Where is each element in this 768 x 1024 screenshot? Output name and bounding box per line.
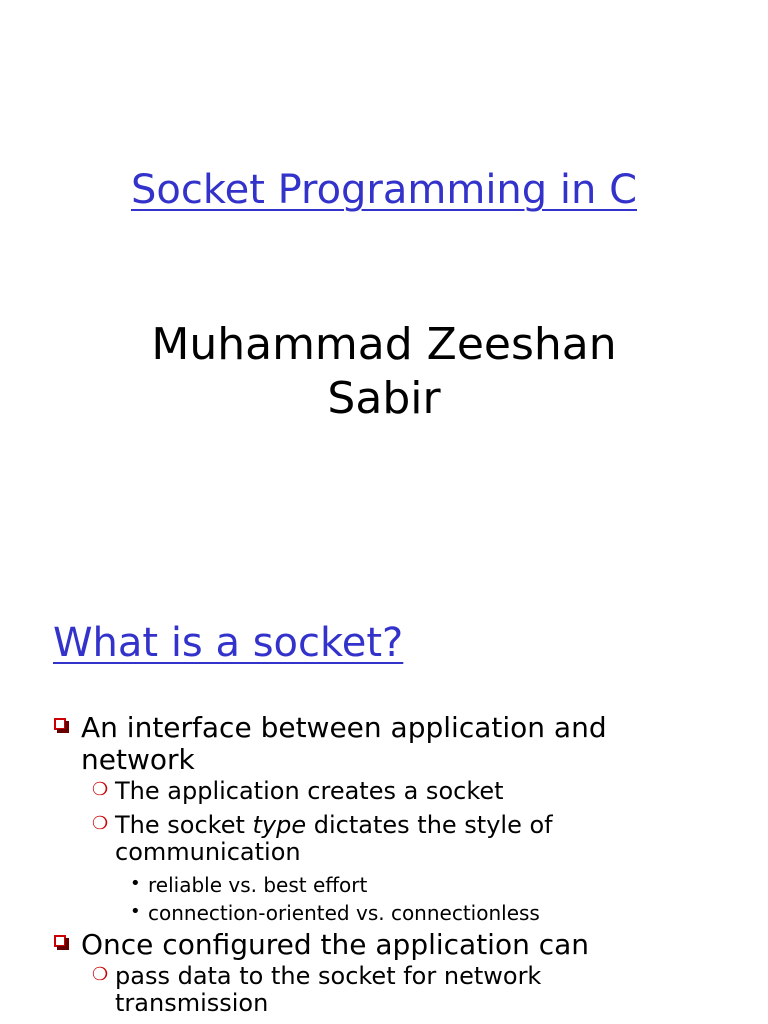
- list-item-text-line2: transmission: [115, 989, 269, 1017]
- hollow-circle-icon: ❍: [92, 964, 109, 985]
- list-item-text-italic: type: [252, 811, 307, 839]
- list-item: [0, 929, 768, 961]
- bullet-list: [0, 712, 768, 1024]
- hollow-square-icon: [54, 935, 66, 947]
- list-item: [0, 963, 768, 1017]
- list-item-text-line1: [115, 812, 768, 839]
- list-item: [0, 873, 768, 897]
- hollow-square-icon: [54, 718, 66, 730]
- list-item-text: reliable vs. best effort: [148, 873, 368, 897]
- list-item-text: The application creates a socket: [115, 777, 504, 805]
- list-item: [0, 778, 768, 805]
- hollow-circle-icon: ❍: [92, 779, 109, 800]
- bullet-dot-icon: •: [130, 901, 141, 922]
- list-item-text-line1: An interface between application and: [81, 711, 607, 744]
- hollow-circle-icon: ❍: [92, 813, 109, 834]
- slide-title-link[interactable]: Socket Programming in C: [130, 167, 637, 213]
- list-item: [0, 812, 768, 866]
- list-item-text-after: dictates the style of: [306, 811, 553, 839]
- list-item: [0, 901, 768, 925]
- author-name-line2: Sabir: [327, 373, 441, 424]
- author-name-line1: Muhammad Zeeshan: [151, 319, 617, 370]
- author-name: [0, 318, 768, 426]
- list-item-text-line2: communication: [115, 838, 301, 866]
- section-title-link[interactable]: What is a socket?: [53, 620, 404, 666]
- list-item-text-line1: pass data to the socket for network: [115, 962, 542, 990]
- bullet-dot-icon: •: [130, 873, 141, 894]
- list-item-text-before: The socket: [115, 811, 253, 839]
- list-item-text: Once configured the application can: [81, 928, 590, 961]
- list-item-text-line2: network: [81, 743, 195, 776]
- list-item: [0, 712, 768, 776]
- list-item-text: connection-oriented vs. connectionless: [148, 901, 540, 925]
